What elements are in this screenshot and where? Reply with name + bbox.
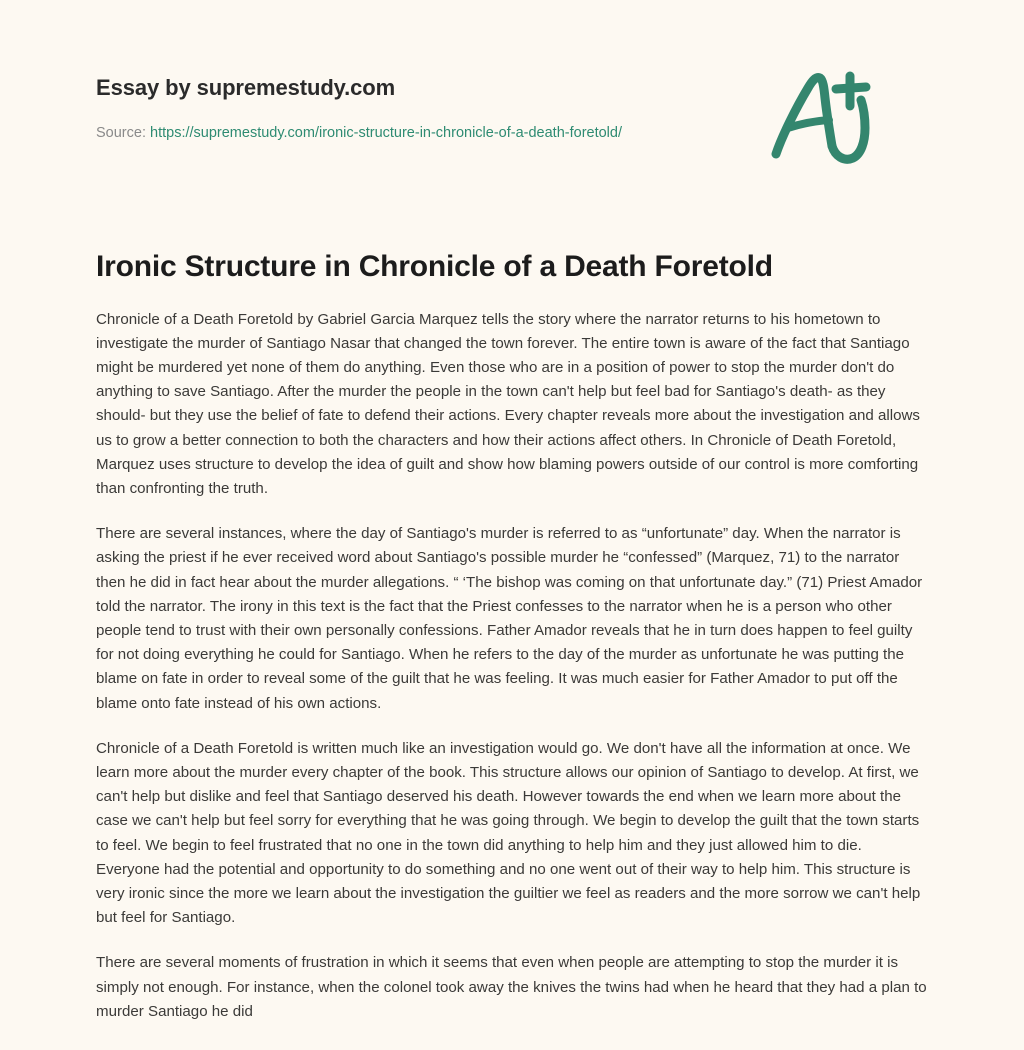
source-label: Source: xyxy=(96,125,146,141)
byline: Essay by supremestudy.com xyxy=(96,75,396,100)
essay-article xyxy=(80,248,944,1024)
essay-body xyxy=(96,308,928,1024)
paragraph: Chronicle of a Death Foretold by Gabriel Garcia Marquez tells the story where the narrator returns to his hometown to investigate the murder of Santiago Nasar that changed the town forever. The entire town is aware of the fact that Santiago might be murdered yet none of them do anything. Even those who are in a position of power to stop the murder don't do anything to save Santiago. After the murder the people in the town can't help but feel bad for Santiago's death- as they should- but they use the belief of fate to defend their actions. Every chapter reveals more about the investigation and allows us to grow a better connection to both the characters and how their actions affect others. In Chronicle of Death Foretold, Marquez uses structure to develop the idea of guilt and show how blaming powers outside of our control is more comforting than confronting the truth. xyxy=(96,310,920,497)
paragraph: There are several instances, where the day of Santiago's murder is referred to as “unfortunate” day. When the narrator is asking the priest if he ever received word about Santiago's possible murder he “confessed” (Marquez, 71) to the narrator then he did in fact hear about the murder allegations. “ ‘The bishop was coming on that unfortunate day.” (71) Priest Amador told the narrator. The irony in this text is the fact that the Priest confesses to the narrator when he is a person who other people tend to trust with their own personally confessions. Father Amador reveals that he in turn does happen to feel guilty for not doing everything he could for Santiago. When he refers to the day of the murder as unfortunate he was putting the blame on fate in order to reveal some of the guilt that he was feeling. It was much easier for Father Amador to put off the blame onto fate instead of his own actions. xyxy=(96,525,923,712)
a-plus-logo[interactable] xyxy=(762,58,882,178)
paragraph: Chronicle of a Death Foretold is written much like an investigation would go. We don't have all the information at once. We learn more about the murder every chapter of the book. This structure allows our opinion of Santiago to develop. At first, we can't help but dislike and feel that Santiago deserved his death. However towards the end when we learn more about the case we can't help but feel sorry for everything that he was going through. We begin to develop the guilt that the town starts to feel. We begin to feel frustrated that no one in the town did anything to help him and they just allowed him to die. Everyone had the potential and opportunity to do something and no one went out of their way to help him. This structure is very ironic since the more we learn about the investigation the guiltier we feel as readers and the more sorrow we can't help but feel for Santiago. xyxy=(96,739,921,927)
paragraph: There are several moments of frustration in which it seems that even when people are attempting to stop the murder it is simply not enough. For instance, when the colonel took away the knives the twins had when he heard that they had a plan to murder Santiago he did xyxy=(96,954,927,1020)
a-plus-logo-icon xyxy=(762,58,882,178)
source-line xyxy=(96,125,622,141)
page-title: Ironic Structure in Chronicle of a Death Foretold xyxy=(96,250,773,283)
source-url-link[interactable]: https://supremestudy.com/ironic-structure-in-chronicle-of-a-death-foretold/ xyxy=(150,125,622,141)
page-header xyxy=(80,0,944,200)
